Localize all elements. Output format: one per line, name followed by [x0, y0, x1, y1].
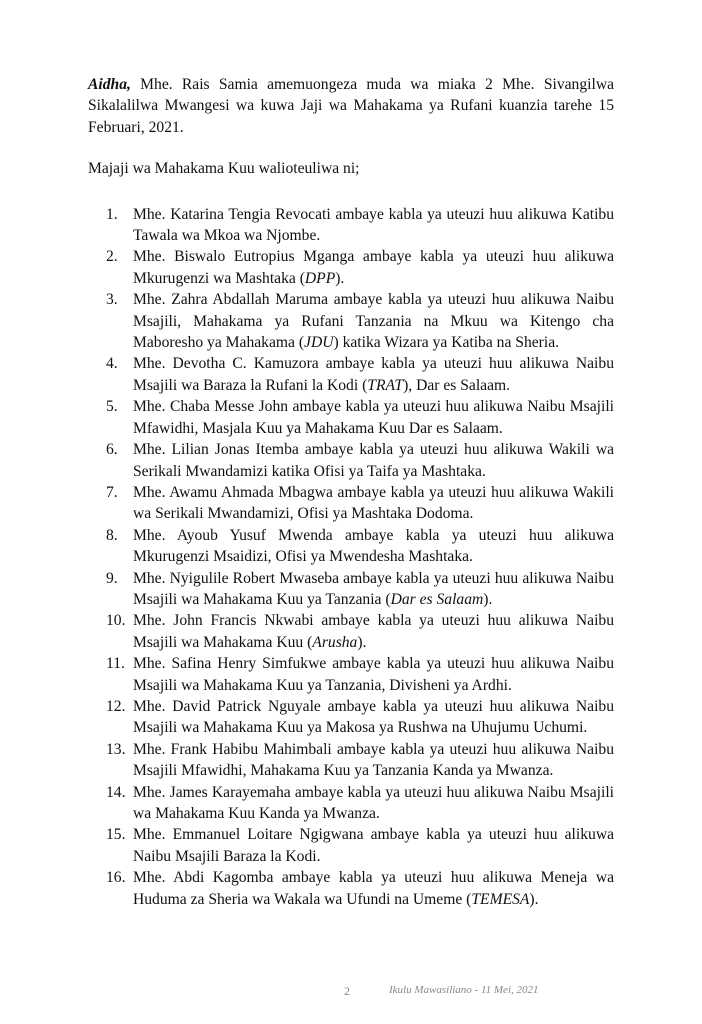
- item-number: 9.: [106, 569, 118, 587]
- list-item: [88, 782, 614, 825]
- list-item: [88, 482, 614, 525]
- footer-source: Ikulu Mawasiliano - 11 Mei, 2021: [389, 984, 539, 996]
- document-body: [88, 74, 614, 910]
- item-text: Mhe. Zahra Abdallah Maruma ambaye kabla ya uteuzi huu alikuwa Naibu Msajili, Mahakama ya Rufani Tanzania na Mkuu wa Kitengo cha Maboresho ya Mahakama (: [133, 291, 614, 352]
- item-text: Mhe. Awamu Ahmada Mbagwa ambaye kabla ya uteuzi huu alikuwa Wakili wa Serikali Mwandamizi, Ofisi ya Mashtaka Dodoma.: [133, 483, 614, 523]
- item-text: Mhe. Safina Henry Simfukwe ambaye kabla ya uteuzi huu alikuwa Naibu Msajili wa Mahakama Kuu ya Tanzania, Divisheni ya Ardhi.: [133, 655, 614, 694]
- intro-bold: Aidha,: [88, 76, 131, 93]
- item-number: 13.: [106, 740, 126, 758]
- item-number: 5.: [106, 398, 118, 416]
- item-text: Mhe. Katarina Tengia Revocati ambaye kabla ya uteuzi huu alikuwa Katibu Tawala wa Mkoa wa Njombe.: [133, 205, 614, 245]
- item-text-end: ), Dar es Salaam.: [403, 376, 511, 394]
- item-number: 6.: [106, 441, 118, 459]
- item-text: Mhe. James Karayemaha ambaye kabla ya uteuzi huu alikuwa Naibu Msajili wa Mahakama Kuu Kanda ya Mwanza.: [133, 783, 614, 822]
- item-number: 2.: [106, 248, 118, 266]
- list-item: [88, 289, 614, 353]
- page-number: 2: [344, 984, 350, 998]
- item-text: Mhe. Ayoub Yusuf Mwenda ambaye kabla ya uteuzi huu alikuwa Mkurugenzi Msaidizi, Ofisi ya Mwendesha Mashtaka.: [133, 526, 614, 566]
- appointees-list: [88, 204, 614, 910]
- item-text: Mhe. Abdi Kagomba ambaye kabla ya uteuzi huu alikuwa Meneja wa Huduma za Sheria wa Wakala wa Ufundi na Umeme (: [133, 869, 614, 908]
- list-lead: Majaji wa Mahakama Kuu walioteuliwa ni;: [88, 160, 360, 178]
- item-number: 7.: [106, 483, 118, 501]
- item-text: Mhe. Frank Habibu Mahimbali ambaye kabla ya uteuzi huu alikuwa Naibu Msajili Mfawidhi, Mahakama Kuu ya Tanzania Kanda ya Mwanza.: [133, 740, 614, 780]
- list-item: [88, 204, 614, 247]
- list-item: [88, 696, 614, 739]
- item-number: 10.: [106, 612, 126, 630]
- list-item: [88, 867, 614, 910]
- item-text-end: ).: [357, 633, 367, 651]
- item-text: Mhe. Nyigulile Robert Mwaseba ambaye kabla ya uteuzi huu alikuwa Naibu Msajili wa Mahakama Kuu ya Tanzania (: [133, 569, 614, 608]
- item-text: Mhe. David Patrick Nguyale ambaye kabla ya uteuzi huu alikuwa Naibu Msajili wa Mahakama Kuu ya Makosa ya Rushwa na Uhujumu Uchumi.: [133, 697, 614, 737]
- list-item: [88, 353, 614, 396]
- list-item: [88, 439, 614, 482]
- item-abbrev: DPP: [304, 269, 336, 287]
- item-text-end: ) katika Wizara ya Katiba na Sheria.: [333, 334, 560, 352]
- item-number: 16.: [106, 869, 126, 887]
- item-text: Mhe. John Francis Nkwabi ambaye kabla ya uteuzi huu alikuwa Naibu Msajili wa Mahakama Kuu (: [133, 612, 614, 651]
- item-number: 15.: [106, 826, 126, 844]
- item-abbrev: TEMESA: [471, 890, 530, 908]
- list-item: [88, 739, 614, 782]
- item-text-end: ).: [483, 590, 493, 608]
- item-text-end: ).: [529, 890, 539, 908]
- list-item: [88, 653, 614, 696]
- item-text: Mhe. Devotha C. Kamuzora ambaye kabla ya uteuzi huu alikuwa Naibu Msajili wa Baraza la Rufani la Kodi (: [133, 355, 614, 394]
- item-number: 3.: [106, 291, 118, 309]
- intro-paragraph: [88, 74, 614, 138]
- item-text-end: ).: [335, 269, 345, 287]
- list-item: [88, 610, 614, 653]
- item-text: Mhe. Biswalo Eutropius Mganga ambaye kabla ya uteuzi huu alikuwa Mkurugenzi wa Mashtaka (: [133, 248, 614, 287]
- list-item: [88, 568, 614, 611]
- item-number: 8.: [106, 526, 118, 544]
- item-text: Mhe. Emmanuel Loitare Ngigwana ambaye kabla ya uteuzi huu alikuwa Naibu Msajili Baraza la Kodi.: [133, 826, 614, 865]
- item-text: Mhe. Lilian Jonas Itemba ambaye kabla ya uteuzi huu alikuwa Wakili wa Serikali Mwandamizi katika Ofisi ya Taifa ya Mashtaka.: [133, 441, 614, 480]
- item-number: 11.: [106, 655, 125, 673]
- item-number: 12.: [106, 697, 126, 715]
- list-item: [88, 824, 614, 867]
- item-abbrev: TRAT: [367, 376, 404, 394]
- list-item: [88, 525, 614, 568]
- list-item: [88, 246, 614, 289]
- item-abbrev: Arusha: [312, 633, 358, 651]
- item-number: 1.: [106, 205, 118, 223]
- list-item: [88, 396, 614, 439]
- item-text: Mhe. Chaba Messe John ambaye kabla ya uteuzi huu alikuwa Naibu Msajili Mfawidhi, Masjala Kuu ya Mahakama Kuu Dar es Salaam.: [133, 398, 614, 437]
- intro-text: Mhe. Rais Samia amemuongeza muda wa miaka 2 Mhe. Sivangilwa Sikalalilwa Mwangesi wa kuwa Jaji wa Mahakama ya Rufani kuanzia tarehe 15 Februari, 2021.: [88, 76, 614, 136]
- item-number: 4.: [106, 355, 118, 373]
- item-abbrev: JDU: [304, 334, 334, 352]
- item-abbrev: Dar es Salaam: [390, 590, 484, 608]
- item-number: 14.: [106, 783, 126, 801]
